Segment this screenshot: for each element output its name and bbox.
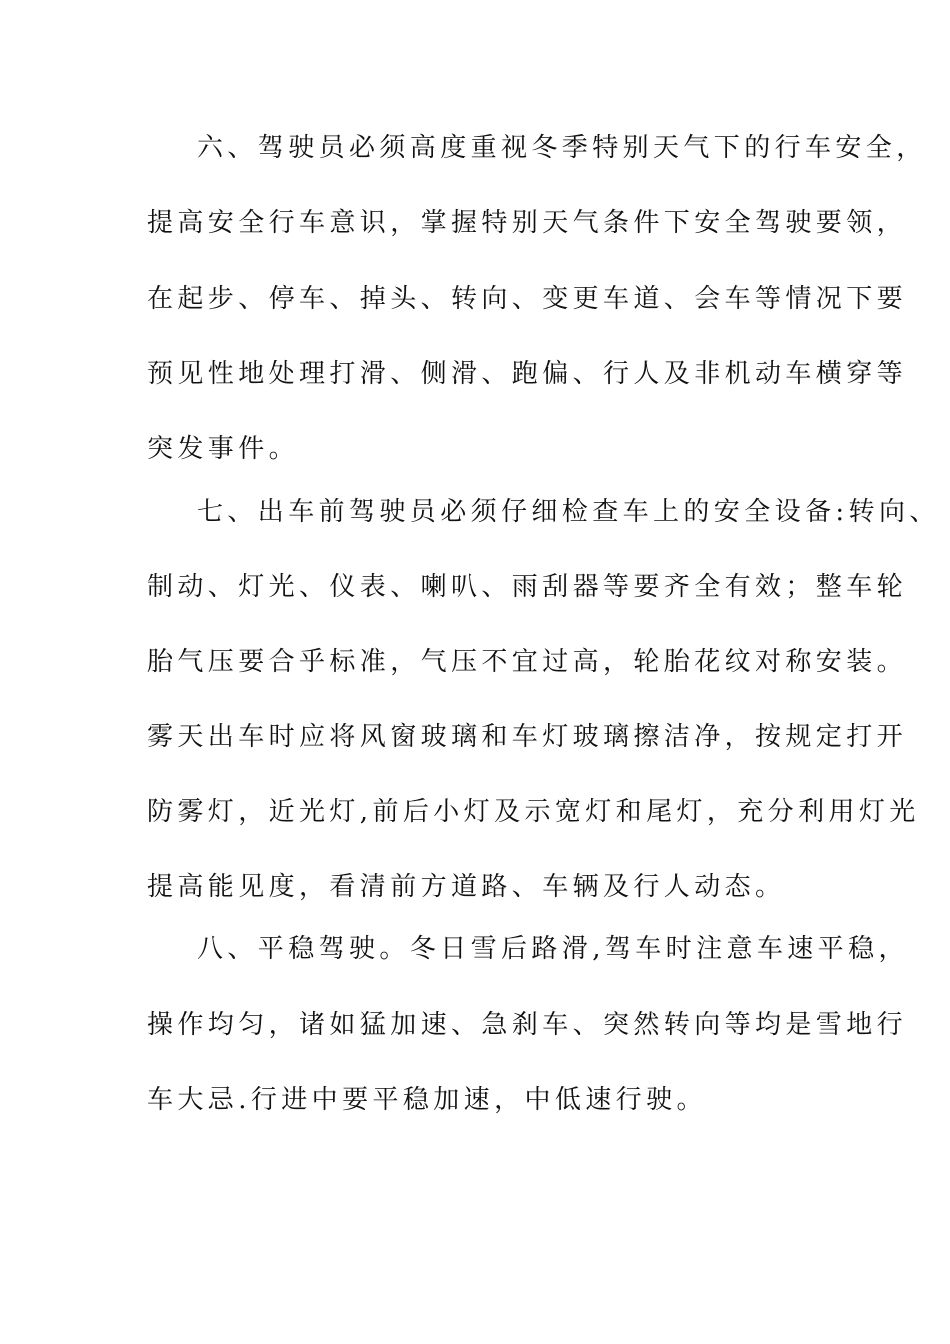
paragraph-6-line-2: 提高安全行车意识，掌握特别天气条件下安全驾驶要领， (147, 208, 908, 238)
paragraph-7-line-2: 制动、灯光、仪表、喇叭、雨刮器等要齐全有效；整车轮 (147, 572, 908, 602)
paragraph-7-line-5: 防雾灯，近光灯,前后小灯及示宽灯和尾灯，充分利用灯光 (147, 797, 920, 827)
paragraph-6-line-1: 六、驾驶员必须高度重视冬季特别天气下的行车安全， (197, 133, 927, 163)
paragraph-8-line-2: 操作均匀，诸如猛加速、急刹车、突然转向等均是雪地行 (147, 1010, 908, 1040)
paragraph-8-line-3: 车大忌.行进中要平稳加速，中低速行驶。 (147, 1085, 707, 1115)
paragraph-6-line-4: 预见性地处理打滑、侧滑、跑偏、行人及非机动车横穿等 (147, 359, 908, 389)
paragraph-7-line-6: 提高能见度，看清前方道路、车辆及行人动态。 (147, 872, 786, 902)
paragraph-6-line-5: 突发事件。 (147, 434, 300, 464)
paragraph-7-line-1: 七、出车前驾驶员必须仔细检查车上的安全设备:转向、 (197, 497, 940, 527)
paragraph-7-line-3: 胎气压要合乎标准，气压不宜过高，轮胎花纹对称安装。 (147, 647, 908, 677)
paragraph-7-line-4: 雾天出车时应将风窗玻璃和车灯玻璃擦洁净，按规定打开 (147, 722, 908, 752)
paragraph-8-line-1: 八、平稳驾驶。冬日雪后路滑,驾车时注意车速平稳， (197, 934, 909, 964)
paragraph-6-line-3: 在起步、停车、掉头、转向、变更车道、会车等情况下要 (147, 284, 908, 314)
